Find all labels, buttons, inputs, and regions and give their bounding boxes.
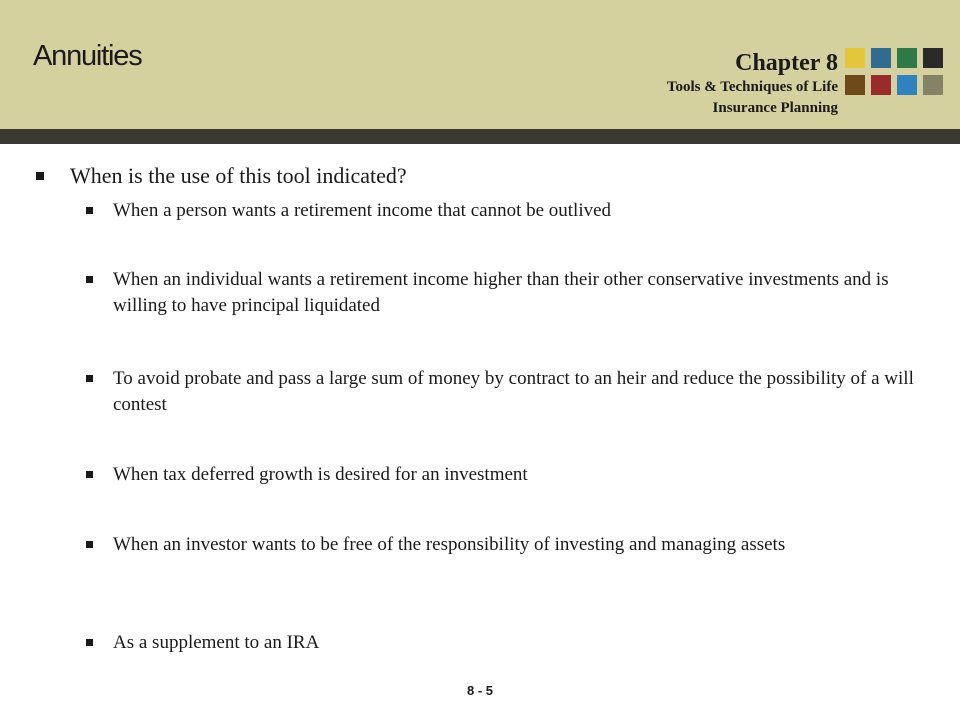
- main-bullet-text: When is the use of this tool indicated?: [70, 163, 407, 188]
- square-bullet-icon: [86, 471, 93, 478]
- square-bullet-icon: [86, 375, 93, 382]
- square-bullet-icon: [86, 207, 93, 214]
- chapter-label: Chapter 8: [735, 50, 838, 76]
- page-number: 8 - 5: [466, 683, 493, 698]
- slide-title: Annuities: [33, 40, 142, 72]
- square-bullet-icon: [86, 541, 93, 548]
- sub-bullet-text: When tax deferred growth is desired for an investment: [113, 464, 528, 485]
- sub-bullet-text: To avoid probate and pass a large sum of money by contract to an heir and reduce the possibility of a will contest: [113, 368, 914, 415]
- sub-bullet-text: When an individual wants a retirement income higher than their other conservative investments and is willing to have principal liquidated: [113, 269, 889, 316]
- chapter-subtitle-line1: Tools & Techniques of Life: [666, 79, 838, 95]
- sub-bullet-text: When a person wants a retirement income that cannot be outlived: [113, 200, 612, 221]
- square-bullet-icon: [86, 639, 93, 646]
- square-bullet-icon: [36, 172, 44, 180]
- chapter-subtitle-line2: Insurance Planning: [712, 100, 838, 116]
- sub-bullet-text: When an investor wants to be free of the responsibility of investing and managing assets: [113, 534, 786, 555]
- sub-bullet-text: As a supplement to an IRA: [113, 632, 320, 653]
- square-bullet-icon: [86, 276, 93, 283]
